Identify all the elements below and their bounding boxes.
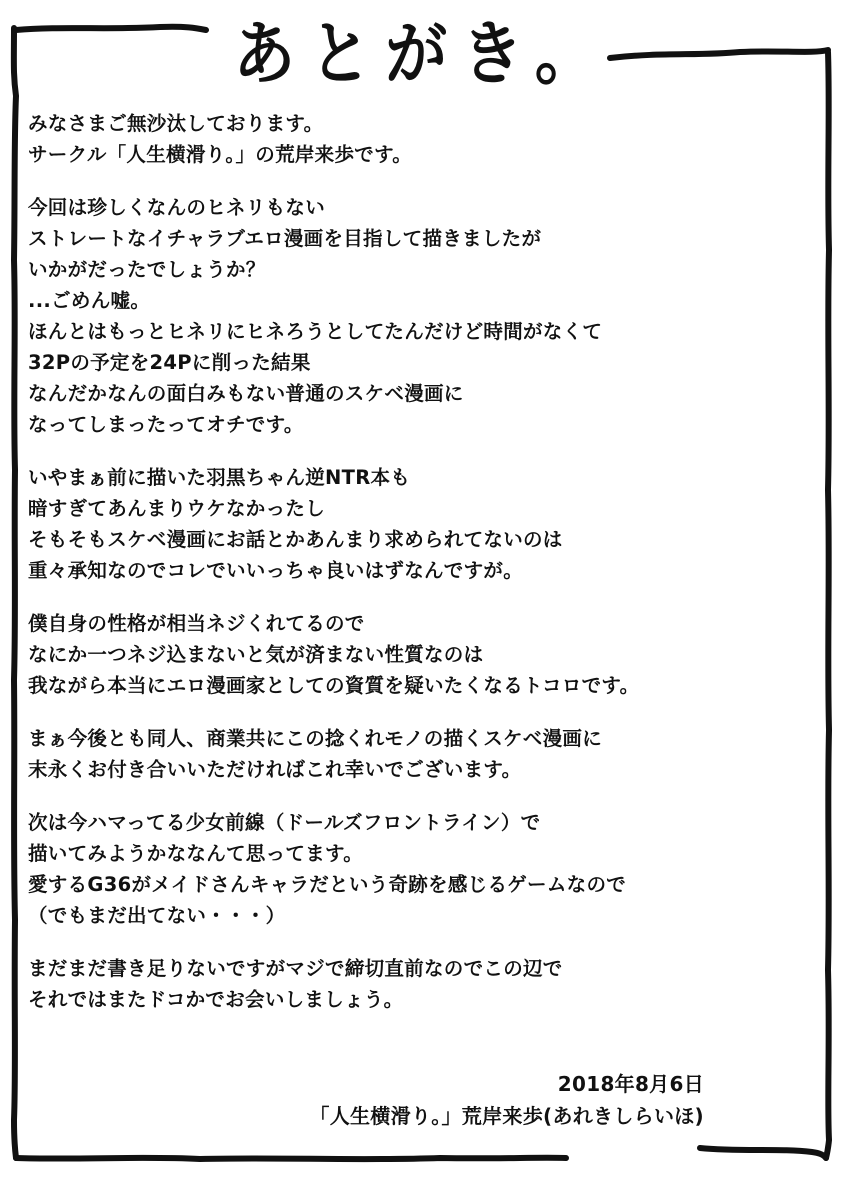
text-line: なんだかなんの面白みもない普通のスケベ漫画に <box>28 382 464 405</box>
text-line: 僕自身の性格が相当ネジくれてるので <box>28 612 365 635</box>
text-line: まぁ今後とも同人、商業共にこの捻くれモノの描くスケベ漫画に <box>28 727 603 750</box>
paragraph <box>28 192 816 440</box>
text-line: 愛するG36がメイドさんキャラだという奇跡を感じるゲームなので <box>28 873 627 896</box>
text-line: ストレートなイチャラブエロ漫画を目指して描きましたが <box>28 227 542 250</box>
text-line: ほんとはもっとヒネリにヒネろうとしてたんだけど時間がなくて <box>28 320 603 343</box>
text-line: 描いてみようかななんて思ってます。 <box>28 842 364 865</box>
text-line: 32Pの予定を24Pに削った結果 <box>28 351 311 374</box>
paragraph <box>28 953 816 1015</box>
page-title-text: あとがき。 <box>233 12 611 95</box>
text-line: なにか一つネジ込まないと気が済まない性質なのは <box>28 643 484 666</box>
text-line: 暗すぎてあんまりウケなかったし <box>28 497 326 520</box>
text-line: いやまぁ前に描いた羽黒ちゃん逆NTR本も <box>28 466 411 489</box>
afterword-body <box>28 108 816 1037</box>
paragraph <box>28 807 816 931</box>
text-line: （でもまだ出てない・・・） <box>28 904 286 927</box>
text-line: サークル「人生横滑り。」の荒岸来歩です。 <box>28 143 413 166</box>
text-line: 重々承知なのでコレでいいっちゃ良いはずなんですが。 <box>28 559 524 582</box>
paragraph <box>28 723 816 785</box>
signature-block <box>144 1068 704 1132</box>
signature-date: 2018年8月6日 <box>557 1072 704 1096</box>
text-line: いかがだったでしょうか？ <box>28 258 266 281</box>
text-line: ...ごめん嘘。 <box>28 289 151 312</box>
text-line: みなさまご無沙汰しております。 <box>28 112 324 135</box>
text-line: 末永くお付き合いいただければこれ幸いでございます。 <box>28 758 522 781</box>
text-line: なってしまったってオチです。 <box>28 413 304 436</box>
paragraph <box>28 108 816 170</box>
paragraph <box>28 608 816 701</box>
text-line: 我ながら本当にエロ漫画家としての資質を疑いたくなるトコロです。 <box>28 674 640 697</box>
paragraph <box>28 462 816 586</box>
text-line: まだまだ書き足りないですがマジで締切直前なのでこの辺で <box>28 957 563 980</box>
page-title <box>0 8 844 100</box>
text-line: そもそもスケベ漫画にお話とかあんまり求められてないのは <box>28 528 563 551</box>
text-line: 次は今ハマってる少女前線（ドールズフロントライン）で <box>28 811 541 834</box>
signature-author: 「人生横滑り。」荒岸来歩(あれきしらいほ) <box>309 1104 704 1128</box>
text-line: 今回は珍しくなんのヒネリもない <box>28 196 326 219</box>
text-line: それではまたドコかでお会いしましょう。 <box>28 988 404 1011</box>
